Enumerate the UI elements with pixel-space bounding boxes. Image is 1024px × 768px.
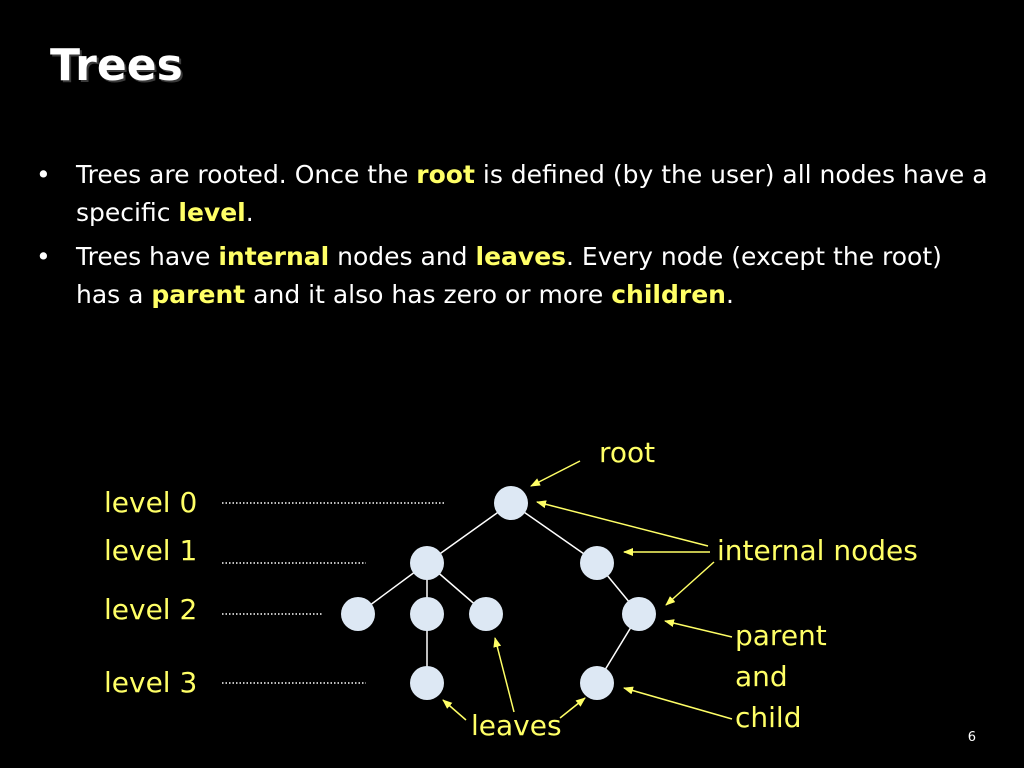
bullet-text-run: . (725, 280, 734, 309)
child-callout-label: child (735, 701, 802, 734)
tree-node-level2-a (341, 597, 375, 631)
keyword-leaves: leaves (475, 242, 567, 271)
and-callout-label: and (735, 660, 788, 693)
bullet-text-run: Trees have (76, 242, 219, 271)
leaves-callout-label: leaves (471, 709, 562, 742)
level-0-label: level 0 (104, 486, 198, 519)
slide-title: Trees (50, 40, 183, 91)
keyword-level: level (178, 198, 246, 227)
level-2-label: level 2 (104, 593, 198, 626)
bullet-text-run: Trees are rooted. Once the (76, 160, 417, 189)
leaves-arrow-left (443, 700, 466, 720)
tree-node-root (494, 486, 528, 520)
keyword-parent: parent (151, 280, 246, 309)
keyword-internal: internal (218, 242, 330, 271)
keyword-root: root (416, 160, 475, 189)
page-number: 6 (967, 730, 976, 745)
parent-arrow (665, 621, 732, 637)
tree-node-level2-b (410, 597, 444, 631)
root-callout-label: root (599, 436, 656, 469)
bullet-text-run: . (245, 198, 254, 227)
bullet-text-run: nodes and (329, 242, 476, 271)
bullet-text-run: is defined (by the user) all nodes have a specific (76, 160, 988, 227)
internal-nodes-callout-label: internal nodes (717, 534, 918, 567)
bullet-text-run: and it also has zero or more (245, 280, 612, 309)
tree-node-level1-right (580, 546, 614, 580)
tree-node-level3-right (580, 666, 614, 700)
parent-callout-label: parent (735, 619, 827, 652)
bullet-dot-icon: • (36, 160, 51, 189)
internal-nodes-arrow-level2 (666, 562, 714, 605)
tree-node-level2-c (469, 597, 503, 631)
leaves-arrow-right (560, 698, 585, 718)
leaves-arrow-middle (495, 638, 514, 712)
child-arrow (624, 688, 732, 719)
tree-node-level3-left (410, 666, 444, 700)
level-1-label: level 1 (104, 534, 198, 567)
level-3-label: level 3 (104, 666, 198, 699)
bullet-dot-icon: • (36, 242, 51, 271)
keyword-children: children (611, 280, 726, 309)
bullet-text-run: . Every node (except the root) has a (76, 242, 942, 309)
tree-node-level2-d (622, 597, 656, 631)
root-arrow (531, 461, 580, 486)
tree-node-level1-left (410, 546, 444, 580)
